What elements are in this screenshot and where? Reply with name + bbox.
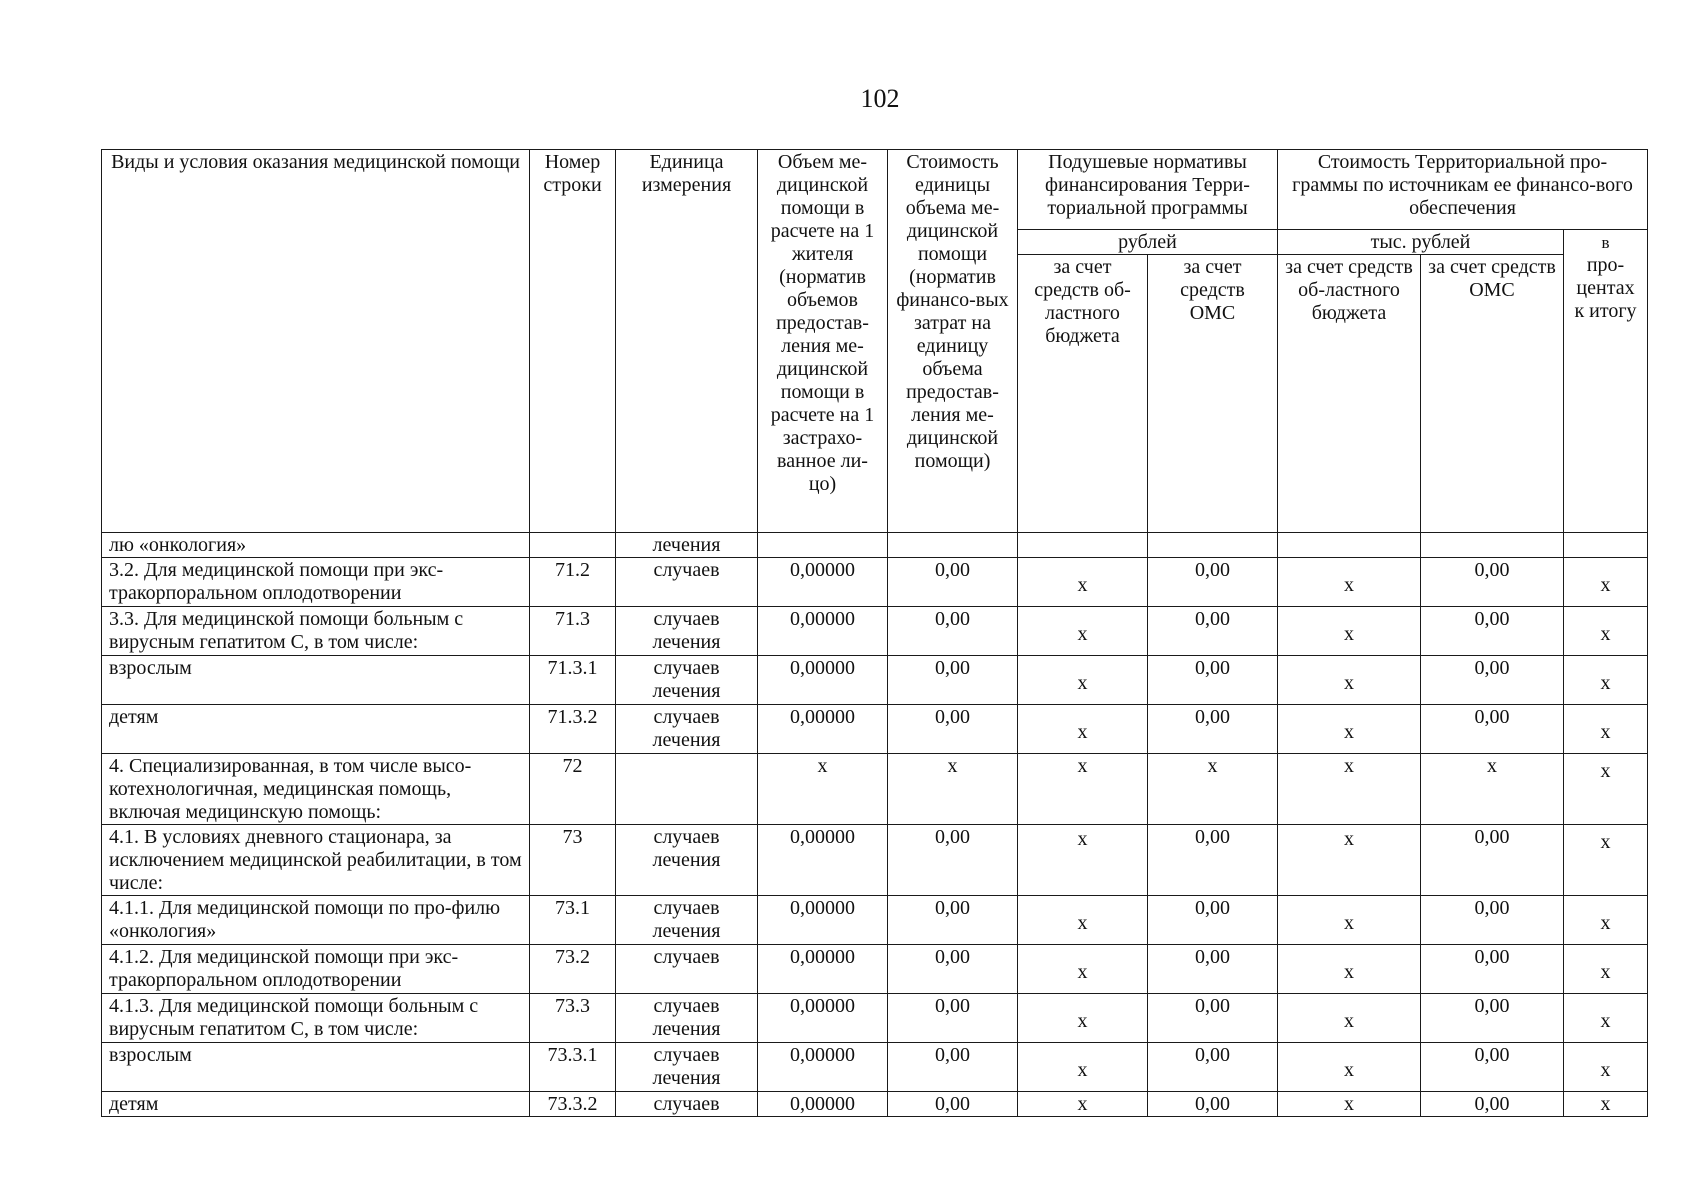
cell-pc-budget: х xyxy=(1018,945,1148,994)
cell-num: 71.3.1 xyxy=(530,656,616,705)
cell-pc-oms: 0,00 xyxy=(1148,994,1278,1043)
cell-percent: х xyxy=(1564,607,1648,656)
cell-percent: х xyxy=(1564,656,1648,705)
cell-unit: лечения xyxy=(616,533,758,558)
table-row xyxy=(102,825,1648,896)
cell-pc-budget: х xyxy=(1018,754,1148,825)
table-row xyxy=(102,754,1648,825)
cell-percent: х xyxy=(1564,945,1648,994)
cell-volume xyxy=(758,533,888,558)
cell-volume: 0,00000 xyxy=(758,558,888,607)
cell-name: 4. Специализированная, в том числе высо-котехнологичная, медицинская помощь, включая медицинскую помощь: xyxy=(102,754,530,825)
cell-pc-budget: х xyxy=(1018,1092,1148,1117)
cell-tc-oms: х xyxy=(1421,754,1564,825)
cell-tc-budget: х xyxy=(1278,1043,1421,1092)
header-unit: Единица измерения xyxy=(616,150,758,533)
header-pc-oms: за счет средств ОМС xyxy=(1148,255,1278,533)
cell-tc-oms xyxy=(1421,533,1564,558)
cell-num: 72 xyxy=(530,754,616,825)
cell-unit: случаев лечения xyxy=(616,607,758,656)
cell-cost: х xyxy=(888,754,1018,825)
cell-cost: 0,00 xyxy=(888,896,1018,945)
table-body xyxy=(102,533,1648,1117)
cell-tc-budget: х xyxy=(1278,1092,1421,1117)
cell-tc-budget: х xyxy=(1278,705,1421,754)
cell-pc-budget: х xyxy=(1018,607,1148,656)
header-percent-text: про-центах к итогу xyxy=(1574,254,1637,322)
cell-volume: 0,00000 xyxy=(758,896,888,945)
cell-cost: 0,00 xyxy=(888,825,1018,896)
cell-volume: 0,00000 xyxy=(758,607,888,656)
header-tc-budget: за счет средств об-ластного бюджета xyxy=(1278,255,1421,533)
cell-tc-oms: 0,00 xyxy=(1421,1043,1564,1092)
cell-volume: 0,00000 xyxy=(758,705,888,754)
cell-name: 4.1. В условиях дневного стационара, за исключением медицинской реабилитации, в том числе: xyxy=(102,825,530,896)
cell-tc-oms: 0,00 xyxy=(1421,607,1564,656)
cell-tc-budget xyxy=(1278,533,1421,558)
cell-unit: случаев лечения xyxy=(616,705,758,754)
cell-cost: 0,00 xyxy=(888,945,1018,994)
header-type: Виды и условия оказания медицинской помощи xyxy=(102,150,530,533)
cell-pc-budget: х xyxy=(1018,558,1148,607)
cell-name: 4.1.2. Для медицинской помощи при экс-тракорпоральном оплодотворении xyxy=(102,945,530,994)
header-volume: Объем ме-дицинской помощи в расчете на 1 жителя (норматив объемов предостав-ления ме-дицинской помощи в расчете на 1 застрахо-ванное ли-цо) xyxy=(758,150,888,533)
table-row xyxy=(102,558,1648,607)
cell-tc-budget: х xyxy=(1278,896,1421,945)
table-row xyxy=(102,607,1648,656)
page-number: 102 xyxy=(860,84,900,113)
cell-cost: 0,00 xyxy=(888,705,1018,754)
cell-pc-oms: 0,00 xyxy=(1148,1043,1278,1092)
cell-volume: х xyxy=(758,754,888,825)
table-header xyxy=(102,150,1648,533)
header-percent-top: в xyxy=(1601,233,1610,252)
cell-name: 4.1.3. Для медицинской помощи больным с вирусным гепатитом С, в том числе: xyxy=(102,994,530,1043)
cell-pc-oms: 0,00 xyxy=(1148,945,1278,994)
cell-unit: случаев xyxy=(616,1092,758,1117)
cell-unit: случаев лечения xyxy=(616,994,758,1043)
cell-name: взрослым xyxy=(102,656,530,705)
header-percapita-group: Подушевые нормативы финансирования Терри-ториальной программы xyxy=(1018,150,1278,230)
cell-num xyxy=(530,533,616,558)
cell-pc-budget: х xyxy=(1018,1043,1148,1092)
cell-tc-budget: х xyxy=(1278,945,1421,994)
cell-name: взрослым xyxy=(102,1043,530,1092)
cell-percent: х xyxy=(1564,994,1648,1043)
cell-tc-oms: 0,00 xyxy=(1421,656,1564,705)
cell-percent: х xyxy=(1564,896,1648,945)
cell-name: 4.1.1. Для медицинской помощи по про-филю «онкология» xyxy=(102,896,530,945)
table-row xyxy=(102,945,1648,994)
cell-volume: 0,00000 xyxy=(758,1043,888,1092)
cell-unit: случаев xyxy=(616,945,758,994)
cell-name: 3.2. Для медицинской помощи при экс-тракорпоральном оплодотворении xyxy=(102,558,530,607)
cell-volume: 0,00000 xyxy=(758,656,888,705)
cell-cost: 0,00 xyxy=(888,1092,1018,1117)
table-row xyxy=(102,656,1648,705)
header-cost-group: Стоимость Территориальной про-граммы по источникам ее финансо-вого обеспечения xyxy=(1278,150,1648,230)
cell-pc-oms: 0,00 xyxy=(1148,896,1278,945)
cell-unit: случаев лечения xyxy=(616,1043,758,1092)
cell-cost: 0,00 xyxy=(888,1043,1018,1092)
cell-pc-budget: х xyxy=(1018,705,1148,754)
header-row-number: Номер строки xyxy=(530,150,616,533)
cell-num: 71.3.2 xyxy=(530,705,616,754)
cell-percent: х xyxy=(1564,705,1648,754)
header-tc-oms: за счет средств ОМС xyxy=(1421,255,1564,533)
cell-percent: х xyxy=(1564,558,1648,607)
cell-percent: х xyxy=(1564,754,1648,825)
cell-cost: 0,00 xyxy=(888,656,1018,705)
cell-num: 73.2 xyxy=(530,945,616,994)
cell-tc-budget: х xyxy=(1278,558,1421,607)
cell-unit: случаев лечения xyxy=(616,896,758,945)
cell-pc-oms: 0,00 xyxy=(1148,1092,1278,1117)
cell-percent: х xyxy=(1564,1092,1648,1117)
cell-volume: 0,00000 xyxy=(758,825,888,896)
table-row xyxy=(102,896,1648,945)
cell-cost: 0,00 xyxy=(888,607,1018,656)
cell-cost: 0,00 xyxy=(888,558,1018,607)
table-row xyxy=(102,1043,1648,1092)
cell-pc-budget: х xyxy=(1018,896,1148,945)
cell-unit: случаев лечения xyxy=(616,656,758,705)
cell-num: 71.3 xyxy=(530,607,616,656)
cell-tc-oms: 0,00 xyxy=(1421,994,1564,1043)
cell-name: детям xyxy=(102,705,530,754)
cell-pc-oms: 0,00 xyxy=(1148,705,1278,754)
cell-cost xyxy=(888,533,1018,558)
cell-pc-budget xyxy=(1018,533,1148,558)
cell-unit: случаев xyxy=(616,558,758,607)
cell-tc-budget: х xyxy=(1278,994,1421,1043)
header-unit-rub: рублей xyxy=(1018,230,1278,255)
cell-tc-budget: х xyxy=(1278,656,1421,705)
cell-num: 73.1 xyxy=(530,896,616,945)
header-percent xyxy=(1564,230,1648,533)
cell-pc-oms: 0,00 xyxy=(1148,825,1278,896)
table-row xyxy=(102,994,1648,1043)
cell-tc-oms: 0,00 xyxy=(1421,825,1564,896)
cell-tc-oms: 0,00 xyxy=(1421,558,1564,607)
cell-tc-budget: х xyxy=(1278,754,1421,825)
table-row xyxy=(102,705,1648,754)
cell-tc-oms: 0,00 xyxy=(1421,896,1564,945)
cell-tc-budget: х xyxy=(1278,825,1421,896)
cell-name: 3.3. Для медицинской помощи больным с вирусным гепатитом С, в том числе: xyxy=(102,607,530,656)
cell-unit: случаев лечения xyxy=(616,825,758,896)
header-cost: Стоимость единицы объема ме-дицинской помощи (норматив финансо-вых затрат на единицу объема предостав-ления ме-дицинской помощи) xyxy=(888,150,1018,533)
table-row xyxy=(102,533,1648,558)
cell-percent: х xyxy=(1564,825,1648,896)
cell-unit xyxy=(616,754,758,825)
cell-pc-oms: 0,00 xyxy=(1148,656,1278,705)
cell-volume: 0,00000 xyxy=(758,994,888,1043)
cell-num: 73.3.1 xyxy=(530,1043,616,1092)
cell-pc-budget: х xyxy=(1018,825,1148,896)
cell-pc-oms xyxy=(1148,533,1278,558)
cell-num: 73 xyxy=(530,825,616,896)
header-pc-budget: за счет средств об-ластного бюджета xyxy=(1018,255,1148,533)
cell-name: детям xyxy=(102,1092,530,1117)
cell-tc-budget: х xyxy=(1278,607,1421,656)
cell-percent xyxy=(1564,533,1648,558)
cell-volume: 0,00000 xyxy=(758,945,888,994)
cell-num: 71.2 xyxy=(530,558,616,607)
cell-pc-oms: 0,00 xyxy=(1148,607,1278,656)
cell-tc-oms: 0,00 xyxy=(1421,1092,1564,1117)
cell-percent: х xyxy=(1564,1043,1648,1092)
cell-pc-oms: 0,00 xyxy=(1148,558,1278,607)
funding-table xyxy=(101,149,1648,1117)
cell-name: лю «онкология» xyxy=(102,533,530,558)
cell-cost: 0,00 xyxy=(888,994,1018,1043)
cell-tc-oms: 0,00 xyxy=(1421,945,1564,994)
cell-num: 73.3 xyxy=(530,994,616,1043)
cell-volume: 0,00000 xyxy=(758,1092,888,1117)
cell-pc-budget: х xyxy=(1018,656,1148,705)
cell-pc-oms: х xyxy=(1148,754,1278,825)
cell-tc-oms: 0,00 xyxy=(1421,705,1564,754)
cell-num: 73.3.2 xyxy=(530,1092,616,1117)
table-row xyxy=(102,1092,1648,1117)
header-unit-thousand-rub: тыс. рублей xyxy=(1278,230,1564,255)
cell-pc-budget: х xyxy=(1018,994,1148,1043)
